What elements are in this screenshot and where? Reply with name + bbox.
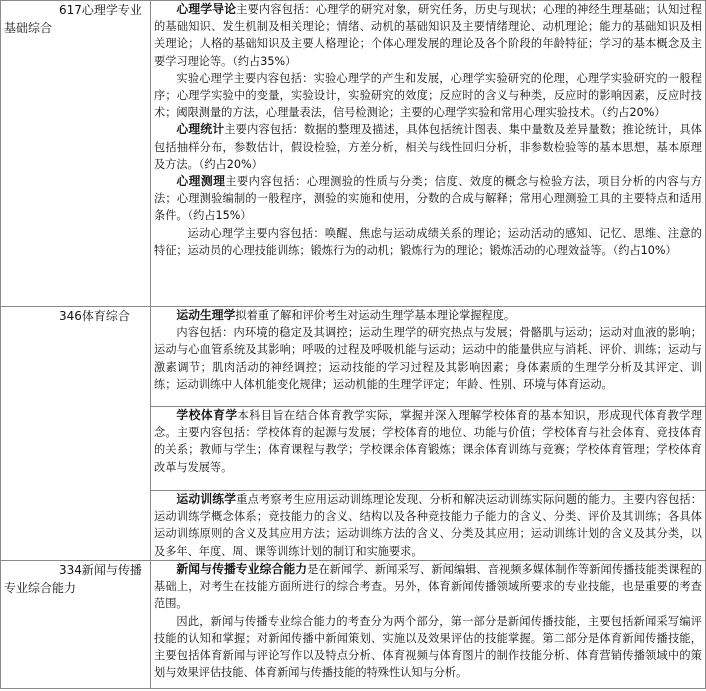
desc-paragraph: [154, 407, 702, 476]
paragraph-text: 因此，新闻与传播专业综合能力的考查分为两个部分，第一部分是新闻传播技能，主要包括新闻采写编评技能的认知和掌握；对新闻传播中新闻策划、实施以及效果评估的技能掌握。第二部分是体育新闻传播技能，主要包括体育新闻与评论写作以及特点分析、体育视频与体育图片的制作技能分析、体育营销传播领域中的策划与效果评估技能、体育新闻与传播技能的特殊性认知与分析。: [154, 614, 702, 680]
subject-description: [151, 307, 706, 407]
subject-cell: [1, 561, 151, 689]
subject-name-line1: 617心理学专业: [59, 3, 142, 17]
desc-paragraph: [154, 173, 702, 225]
table-row: [1, 307, 706, 407]
table-row: [1, 561, 706, 689]
desc-paragraph: [154, 121, 702, 173]
subject-description: [151, 561, 706, 689]
paragraph-text: 是在新闻学、新闻采写、新闻编辑、音视频多媒体制作等新闻传播技能类课程的基础上，对考生在技能方面所进行的综合考查。另外，体育新闻传播领域所要求的专业技能，也是重要的考查范围。: [154, 563, 702, 611]
desc-paragraph: [154, 307, 702, 324]
subject-cell: [1, 1, 151, 307]
table-row: [1, 1, 706, 307]
subject-description: [151, 407, 706, 491]
course-heading: 运动生理学: [176, 308, 236, 322]
desc-paragraph: [154, 1, 702, 70]
desc-paragraph: [154, 225, 702, 259]
paragraph-text: 主要内容包括：心理测验的性质与分类；信度、效度的概念与检验方法，项目分析的内容与方法；心理测验编制的一般程序，测验的实施和使用，分数的合成与解释；常用心理测验工具的主要特点和适用条件。（约占15%）: [154, 175, 702, 223]
paragraph-text: 重点考察考生应用运动训练理论发现、分析和解决运动训练实际问题的能力。主要内容包括：运动训练学概念体系；竞技能力的含义、结构以及各种竞技能力子能力的含义、分类、评价及其训练；各具体运动训练原则的含义及其应用方法；运动训练方法的含义、分类及其应用；运动训练计划的含义及其分类，以及多年、年度、周、课等训练计划的制订和实施要求。: [154, 493, 702, 558]
subject-name-line1: 334新闻与传播: [59, 563, 142, 577]
paragraph-text: 内容包括：内环境的稳定及其调控；运动生理学的研究热点与发展；骨骼肌与运动；运动对血液的影响；运动与心血管系统及其影响；呼吸的过程及呼吸机能与运动；运动中的能量供应与消耗、评价、训练；运动与激素调节；肌肉活动的神经调控；运动技能的学习过程及其影响因素；身体素质的生理学分析及其评定、训练；运动训练中人体机能变化规律；运动机能的生理学评定；年龄、性别、环境与体育运动。: [154, 326, 702, 391]
subject-name-line2: 基础综合: [4, 21, 53, 35]
subject-description: [151, 1, 706, 307]
course-heading: 学校体育学: [176, 408, 238, 422]
course-heading: 新闻与传播专业综合能力: [176, 562, 308, 576]
desc-paragraph: [154, 613, 702, 682]
paragraph-text: 运动心理学主要内容包括：唤醒、焦虑与运动成绩关系的理论；运动活动的感知、记忆、思维、注意的特征；运动员的心理技能训练；锻炼行为的动机；锻炼行为的理论；锻炼活动的心理效益等。（约占10%）: [154, 226, 702, 257]
course-heading: 心理测理: [176, 174, 226, 189]
subject-name: 346体育综合: [59, 309, 130, 323]
subject-name-line2: 专业综合能力: [4, 581, 77, 595]
paragraph-text: 主要内容包括：心理学的研究对象，研究任务，历史与现状；心理的神经生理基础；认知过程的基础知识、发生机制及相关理论；情绪、动机的基础知识及主要情绪理论、动机理论；能力的基础知识及相关理论；人格的基础知识及主要人格理论；个体心理发展的理论及各个阶段的年龄特征；学习的基本概念及主要学习理论等。（约占35%）: [154, 3, 702, 68]
paragraph-text: 实验心理学主要内容包括：实验心理学的产生和发展，心理学实验研究的伦理，心理学实验研究的一般程序；心理学实验中的变量，实验设计，实验研究的效度；反应时的含义与种类，反应时的影响因素，反应时技术；阈限测量的方法，心理量表法，信号检测论；主要的心理学实验和常用心理实验技术。（约占20%）: [154, 71, 702, 120]
desc-paragraph: [154, 70, 702, 122]
paragraph-text: 主要内容包括：数据的整理及描述，具体包括统计图表、集中量数及差异量数；推论统计，具体包括抽样分布，参数估计，假设检验，方差分析，相关与线性回归分析，非参数检验等的基本思想，基本原理及方法。（约占20%）: [154, 123, 702, 171]
subject-description: [151, 491, 706, 561]
course-heading: 运动训练学: [176, 492, 237, 506]
desc-paragraph: [154, 561, 702, 613]
course-heading: 心理统计: [176, 122, 225, 137]
desc-paragraph: [154, 324, 702, 393]
desc-paragraph: [154, 491, 702, 560]
course-heading: 心理学导论: [176, 2, 237, 16]
subject-cell: [1, 307, 151, 561]
paragraph-text: 拟着重了解和评价考生对运动生理学基本理论掌握程度。: [235, 309, 516, 322]
paragraph-text: 本科目旨在结合体育教学实际，掌握并深入理解学校体育的基本知识，形成现代体育教学理念。主要内容包括：学校体育的起源与发展；学校体育的地位、功能与价值；学校体育与社会体育、竞技体育的关系；教师与学生；体育课程与教学；学校课余体育锻炼；课余体育训练与竞赛；学校体育管理；学校体育改革与发展等。: [154, 409, 702, 474]
